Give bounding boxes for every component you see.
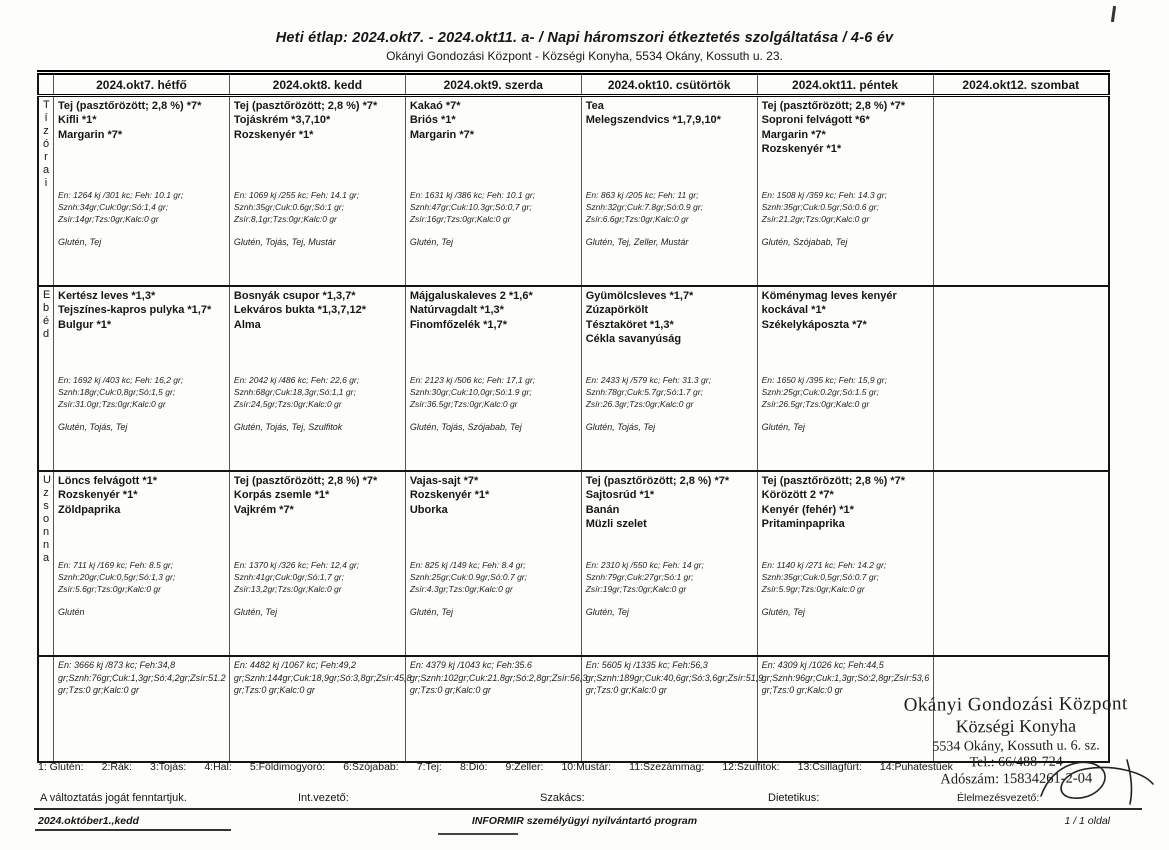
stamp-address: 5534 Okány, Kossuth u. 6. sz. [932, 738, 1100, 755]
meal-label-letter: r [44, 150, 48, 163]
nutrition-line: En: 1692 kj /403 kc; Feh: 16,2 gr; [58, 375, 184, 386]
cell-footer [586, 375, 753, 468]
menu-item: Natúrvagdalt *1,3* [409, 304, 504, 317]
allergen-list: Glutén, Tej [233, 607, 278, 617]
allergen-list: Glutén, Tej [761, 607, 805, 617]
menu-cell [933, 286, 1109, 471]
menu-cell [229, 96, 405, 287]
scan-line-artifact [438, 833, 518, 835]
cell-footer [58, 190, 225, 283]
nutrition-line: Sznh:20gr;Cuk:0,5gr;Só:1,3 gr; [58, 572, 176, 583]
menu-cell-content [234, 474, 401, 653]
menu-items [234, 289, 401, 332]
menu-cell [405, 286, 581, 471]
menu-item: Pritaminpaprika [761, 517, 845, 530]
menu-item: Rozskenyér *1* [58, 489, 138, 502]
menu-cell-content [410, 474, 577, 653]
menu-item: Sajtosrúd *1* [585, 489, 655, 502]
menu-item: Margarin *7* [409, 128, 475, 141]
menu-item: Zúzapörkölt [585, 304, 649, 317]
stamp-phone: Tel.: 66/488-724 [969, 754, 1063, 771]
menu-item: Tej (pasztőrözött; 2,8 %) *7* [585, 475, 730, 487]
menu-items [410, 474, 577, 517]
meal-label-letter: T [43, 99, 50, 111]
meal-row-label [38, 471, 54, 656]
menu-item: Lekváros bukta *1,3,7,12* [233, 304, 366, 317]
nutrition-line: Sznh:32gr;Cuk:7.8gr;Só:0.9 gr; [585, 202, 703, 213]
nutrition-info [410, 190, 577, 226]
menu-items [58, 99, 225, 142]
daily-total-cell: En: 3666 kj /873 kc; Feh:34,8 gr;Sznh:76gr;Cuk:1,3gr;Só:4,2gr;Zsír:51.2 gr;Tzs:0 gr;Kalc:0 gr [54, 656, 230, 762]
nutrition-info [762, 190, 929, 226]
nutrition-line: Zsír:36.5gr;Tzs:0gr;Kalc:0 gr [409, 399, 518, 410]
menu-item: Tej (pasztőrözött; 2,8 %) *7* [761, 475, 906, 487]
menu-items [58, 474, 225, 517]
menu-item: Kenyér (fehér) *1* [761, 503, 854, 516]
nutrition-info [762, 375, 929, 411]
menu-table-body [38, 96, 1109, 763]
menu-item: Rozskenyér *1* [409, 489, 490, 502]
allergen-legend-item: 14:Puhatestűek [879, 761, 953, 773]
menu-item: Margarin *7* [58, 128, 123, 141]
menu-cell [757, 286, 933, 471]
allergen-legend-item: 4:Hal: [204, 761, 232, 773]
allergen-legend-item: 9:Zeller: [505, 761, 544, 773]
nutrition-line: En: 1631 kj /386 kc; Feh: 10.1 gr; [409, 190, 536, 201]
nutrition-line: Sznh:41gr;Cuk:0gr;Só:1,7 gr; [233, 572, 344, 583]
allergen-legend-item: 13:Csillagfürt: [797, 761, 862, 773]
rights-note: A változtatás jogát fenntartjuk. [40, 792, 187, 804]
cell-footer [234, 375, 401, 468]
menu-item: Kakaó *7* [409, 100, 461, 112]
nutrition-line: Sznh:35gr;Cuk:0.5gr;Só:0.6 gr; [761, 202, 879, 213]
menu-cell-content [586, 99, 753, 283]
nutrition-line: Zsír:24,5gr;Tzs:0gr;Kalc:0 gr [233, 399, 342, 410]
meal-row [38, 286, 1109, 471]
label-int-vezeto: Int.vezető: [298, 792, 349, 804]
nutrition-line: Zsír:6.6gr;Tzs:0gr;Kalc:0 gr [585, 214, 689, 225]
program-credit: INFORMIR személyügyi nyilvántartó program [471, 815, 698, 827]
cell-footer [938, 247, 1104, 283]
menu-items [58, 289, 225, 332]
allergen-list: Glutén, Tojás, Tej, Szulfitok [233, 422, 343, 432]
menu-cell [405, 96, 581, 287]
cell-footer [586, 190, 753, 283]
allergen-legend-item: 5:Földimogyoró: [249, 761, 326, 773]
cell-footer [234, 190, 401, 283]
menu-cell-content [234, 289, 401, 468]
cell-footer [938, 617, 1104, 653]
corner-cell [38, 73, 54, 96]
menu-cell-content [762, 99, 929, 283]
nutrition-line: Sznh:35gr;Cuk:0,5gr;Só:0.7 gr; [761, 572, 879, 583]
nutrition-info [410, 560, 577, 596]
nutrition-line: Sznh:30gr;Cuk:10,0gr;Só:1.9 gr; [409, 387, 532, 398]
nutrition-line: Zsír:19gr;Tzs:0gr;Kalc:0 gr [585, 584, 687, 595]
nutrition-info [58, 560, 225, 596]
meal-label-letter: a [43, 163, 50, 176]
menu-item: Tésztaköret *1,3* [585, 318, 674, 331]
nutrition-line: En: 863 kj /205 kc; Feh: 11 gr; [585, 190, 699, 201]
cell-footer [762, 560, 929, 653]
cell-footer [58, 375, 225, 468]
meal-row-label [38, 286, 54, 471]
nutrition-line: Sznh:35gr;Cuk:0.6gr;Só:1 gr; [233, 202, 344, 213]
meal-label-letter: n [43, 525, 50, 538]
day-header: 2024.okt10. csütörtök [581, 73, 757, 96]
totals-row-label [38, 656, 54, 762]
menu-item: Tej (pasztőrözött; 2,8 %) *7* [761, 100, 906, 112]
menu-cell-content [410, 289, 577, 468]
menu-cell-content [586, 474, 753, 653]
meal-label-letter: b [43, 301, 50, 314]
menu-item: Uborka [409, 503, 448, 516]
cell-footer [58, 560, 225, 653]
allergen-legend-item: 8:Dió: [459, 761, 488, 773]
cell-footer [762, 190, 929, 283]
allergen-list: Glutén, Tojás, Tej, Mustár [233, 237, 336, 247]
nutrition-line: En: 1069 kj /255 kc; Feh: 14.1 gr; [233, 190, 360, 201]
menu-cell [581, 286, 757, 471]
allergen-legend-item: 2:Rák: [101, 761, 132, 773]
menu-item: Bosnyák csupor *1,3,7* [233, 290, 356, 302]
meal-label-letter: d [43, 327, 50, 340]
meal-row-label [38, 96, 54, 287]
allergen-legend-item: 6:Szójabab: [343, 761, 399, 773]
allergen-legend-item: 1: Glutén: [38, 761, 84, 773]
menu-cell-content [938, 99, 1104, 283]
page-subtitle: Okányi Gondozási Központ - Községi Konyha, 5534 Okány, Kossuth u. 23. [386, 49, 783, 63]
meal-label-letter: a [43, 551, 50, 564]
allergen-list: Glutén, Tej, Zeller, Mustár [585, 237, 689, 247]
nutrition-info [234, 190, 401, 226]
allergen-list: Glutén [58, 607, 85, 617]
nutrition-line: Zsír:5.6gr;Tzs:0gr;Kalc:0 gr [58, 584, 161, 595]
nutrition-line: Sznh:25gr;Cuk:0.2gr;Só:1.5 gr; [761, 387, 879, 398]
menu-item: Rozskenyér *1* [761, 142, 842, 155]
allergen-list: Glutén, Tojás, Tej [585, 422, 656, 432]
allergen-legend-item: 11:Szezámmag: [629, 761, 705, 773]
allergen-list: Glutén, Tej [585, 607, 629, 617]
cell-footer [762, 375, 929, 468]
meal-label-letter: i [44, 176, 48, 189]
daily-total-cell: En: 5605 kj /1335 kc; Feh:56,3 gr;Sznh:189gr;Cuk:40,6gr;Só:3,6gr;Zsír:51,9 gr;Tzs:0 gr;Kalc:0 gr [581, 656, 757, 762]
menu-item: Briós *1* [409, 114, 456, 127]
menu-cell-content [410, 99, 577, 283]
nutrition-line: Zsír:26.3gr;Tzs:0gr;Kalc:0 gr [585, 399, 694, 410]
nutrition-line: En: 1264 kj /301 kc; Feh: 10.1 gr; [58, 190, 184, 201]
nutrition-line: Sznh:78gr;Cuk:5.7gr;Só:1.7 gr; [585, 387, 703, 398]
menu-item: Soproni felvágott *6* [761, 114, 870, 127]
signature-scribble [1035, 752, 1160, 812]
nutrition-line: Zsír:14gr;Tzs:0gr;Kalc:0 gr [58, 214, 159, 225]
cell-footer [234, 560, 401, 653]
nutrition-info [586, 375, 753, 411]
meal-label-letter: í [44, 111, 48, 124]
day-header: 2024.okt12. szombat [933, 73, 1109, 96]
nutrition-line: Zsír:8,1gr;Tzs:0gr;Kalc:0 gr [233, 214, 337, 225]
menu-cell [229, 471, 405, 656]
menu-item: Alma [233, 318, 261, 331]
menu-cell-content [586, 289, 753, 468]
menu-items [762, 99, 929, 156]
page-title: Heti étlap: 2024.okt7. - 2024.okt11. a- / Napi háromszori étkeztetés szolgáltatása / 4-6 év [275, 30, 894, 46]
menu-item: Zöldpaprika [58, 503, 121, 516]
label-elelmezesvezeto: Élelmezésvezető: [957, 792, 1040, 804]
nutrition-line: Sznh:47gr;Cuk:10.3gr;Só:0,7 gr; [409, 202, 532, 213]
allergen-list: Glutén, Tojás, Tej [58, 422, 128, 432]
allergen-list: Glutén, Szójabab, Tej [761, 237, 848, 247]
nutrition-line: Sznh:34gr;Cuk:0gr;Só:1,4 gr; [58, 202, 169, 213]
nutrition-line: Zsír:21.2gr;Tzs:0gr;Kalc:0 gr [761, 214, 870, 225]
allergen-legend-item: 7:Tej: [416, 761, 442, 773]
stamp-tax-number: Adószám: 15834261-2-04 [940, 770, 1093, 788]
menu-cell [405, 471, 581, 656]
meal-label-letter: U [43, 474, 51, 486]
menu-items [234, 99, 401, 142]
print-date: 2024.október1.,kedd [38, 815, 139, 827]
nutrition-line: Zsír:5.9gr;Tzs:0gr;Kalc:0 gr [761, 584, 865, 595]
menu-item: Rozskenyér *1* [233, 128, 314, 141]
menu-item: Finomfőzelék *1,7* [409, 318, 508, 331]
nutrition-line: En: 1508 kj /359 kc; Feh: 14.3 gr; [761, 190, 887, 201]
menu-table [37, 70, 1110, 763]
menu-item: Tea [585, 100, 604, 112]
allergen-list: Glutén, Tej [409, 607, 454, 617]
meal-label-letter: E [43, 289, 51, 301]
meal-label-letter: n [43, 538, 50, 551]
nutrition-line: En: 2123 kj /506 kc; Feh: 17,1 gr; [409, 375, 536, 386]
nutrition-info [58, 190, 225, 226]
nutrition-info [410, 375, 577, 411]
stamp-org-name: Okányi Gondozási Központ [903, 693, 1128, 716]
menu-item: Májgaluskaleves 2 *1,6* [409, 290, 533, 302]
meal-label-letter: z [43, 124, 49, 137]
nutrition-line: Sznh:68gr;Cuk:18,3gr;Só:1,1 gr; [233, 387, 356, 398]
menu-items [410, 289, 577, 332]
nutrition-info [586, 560, 753, 596]
nutrition-info [234, 560, 401, 596]
nutrition-line: Sznh:79gr;Cuk:27gr;Só:1 gr; [585, 572, 694, 583]
nutrition-info [762, 560, 929, 596]
menu-cell [54, 471, 230, 656]
meal-row [38, 471, 1109, 656]
nutrition-line: Sznh:25gr;Cuk:0.9gr;Só:0.7 gr; [409, 572, 527, 583]
menu-cell-content [234, 99, 401, 283]
menu-items [586, 289, 753, 346]
nutrition-line: En: 2042 kj /486 kc; Feh: 22,6 gr; [233, 375, 360, 386]
allergen-legend-item: 12:Szulfitok: [722, 761, 780, 773]
meal-label-letter: z [43, 486, 49, 499]
menu-item: Korpás zsemle *1* [233, 489, 330, 502]
menu-cell-content [762, 474, 929, 653]
label-szakacs: Szakács: [540, 792, 585, 804]
page-number: 1 / 1 oldal [1064, 815, 1110, 827]
menu-item: Tejszínes-kapros pulyka *1,7* [58, 304, 212, 317]
menu-items [762, 289, 929, 332]
menu-item: Tej (pasztőrözött; 2,8 %) *7* [233, 475, 378, 487]
menu-items [234, 474, 401, 517]
menu-item: Margarin *7* [761, 128, 826, 141]
cell-footer [586, 560, 753, 653]
menu-item: Müzli szelet [585, 517, 647, 530]
menu-item: Gyümölcsleves *1,7* [585, 290, 694, 302]
menu-item: Köménymag leves kenyér kockával *1* [761, 290, 897, 317]
allergen-legend [38, 761, 953, 773]
menu-cell [54, 286, 230, 471]
daily-total-cell: En: 4482 kj /1067 kc; Feh:49,2 gr;Sznh:144gr;Cuk:18,9gr;Só:3,8gr;Zsír:45,8 gr;Tzs:0 gr;Kalc:0 gr [229, 656, 405, 762]
menu-cell [581, 96, 757, 287]
menu-item: Löncs felvágott *1* [58, 475, 158, 487]
menu-cell [933, 96, 1109, 287]
nutrition-line: Sznh:18gr;Cuk:0,8gr;Só:1,5 gr; [58, 387, 176, 398]
menu-item: Székelykáposzta *7* [761, 318, 867, 331]
daily-total-cell: En: 4309 kj /1026 kc; Feh:44,5 gr;Sznh:96gr;Cuk:1,3gr;Só:2,8gr;Zsír:53,6 gr;Tzs:0 gr;Kalc:0 gr [757, 656, 933, 762]
menu-cell-content [938, 289, 1104, 468]
menu-item: Vajas-sajt *7* [409, 475, 479, 487]
menu-item: Cékla savanyúság [585, 332, 682, 345]
nutrition-line: Zsír:4.3gr;Tzs:0gr;Kalc:0 gr [409, 584, 513, 595]
allergen-list: Glutén, Tej [761, 422, 805, 432]
meal-label-letter: s [43, 499, 49, 512]
allergen-legend-item: 10:Mustár: [561, 761, 612, 773]
menu-cell [581, 471, 757, 656]
meal-row [38, 96, 1109, 287]
nutrition-line: Zsír:26.5gr;Tzs:0gr;Kalc:0 gr [761, 399, 870, 410]
allergen-list: Glutén, Tej [409, 237, 454, 247]
nutrition-info [586, 190, 753, 226]
stamp-kitchen-name: Községi Konyha [955, 715, 1077, 737]
nutrition-line: En: 1650 kj /395 kc; Feh: 15,9 gr; [761, 375, 887, 386]
nutrition-line: En: 1370 kj /326 kc; Feh: 12,4 gr; [233, 560, 360, 571]
menu-items [586, 99, 753, 128]
menu-cell [229, 286, 405, 471]
day-header-row [38, 73, 1109, 96]
day-header: 2024.okt7. hétfő [54, 73, 230, 96]
nutrition-line: Zsír:31.0gr;Tzs:0gr;Kalc:0 gr [58, 399, 166, 410]
allergen-legend-item: 3:Tojás: [150, 761, 187, 773]
meal-label-letter: é [43, 314, 50, 327]
nutrition-line: En: 2310 kj /550 kc; Feh: 14 gr; [585, 560, 704, 571]
cell-footer [410, 375, 577, 468]
cell-footer [938, 432, 1104, 468]
menu-item: Kertész leves *1,3* [58, 290, 156, 302]
meal-label-letter: ó [43, 137, 50, 150]
menu-cell-content [938, 474, 1104, 653]
footer-divider [34, 808, 1142, 810]
menu-items [586, 474, 753, 531]
scan-artifact [1111, 6, 1116, 22]
menu-item: Tojáskrém *3,7,10* [233, 114, 331, 127]
allergen-list: Glutén, Tej [58, 237, 102, 247]
scan-line-artifact [35, 829, 231, 831]
nutrition-info [58, 375, 225, 411]
menu-cell [933, 471, 1109, 656]
menu-item: Bulgur *1* [58, 318, 112, 331]
cell-footer [410, 560, 577, 653]
menu-item: Kifli *1* [58, 114, 97, 127]
menu-item: Vajkrém *7* [233, 503, 294, 516]
menu-items [410, 99, 577, 142]
day-header: 2024.okt9. szerda [405, 73, 581, 96]
menu-cell-content [58, 289, 225, 468]
cell-footer [410, 190, 577, 283]
nutrition-line: En: 1140 kj /271 kc; Feh: 14.2 gr; [761, 560, 887, 571]
nutrition-line: En: 825 kj /149 kc; Feh: 8.4 gr; [409, 560, 526, 571]
nutrition-line: Zsír:13,2gr;Tzs:0gr;Kalc:0 gr [233, 584, 342, 595]
day-header: 2024.okt8. kedd [229, 73, 405, 96]
day-header: 2024.okt11. péntek [757, 73, 933, 96]
nutrition-line: En: 711 kj /169 kc; Feh: 8.5 gr; [58, 560, 174, 571]
nutrition-info [234, 375, 401, 411]
menu-cell-content [762, 289, 929, 468]
nutrition-line: En: 2433 kj /579 kc; Feh: 31.3 gr; [585, 375, 711, 386]
menu-item: Banán [585, 503, 620, 516]
label-dietetikus: Dietetikus: [768, 792, 820, 804]
menu-item: Körözött 2 *7* [761, 489, 834, 502]
menu-cell-content [58, 474, 225, 653]
menu-item: Melegszendvics *1,7,9,10* [585, 114, 721, 127]
menu-cell [757, 96, 933, 287]
daily-total-cell: En: 4379 kj /1043 kc; Feh:35.6 gr;Sznh:102gr;Cuk:21.8gr;Só:2,8gr;Zsír:56,3 gr;Tzs:0 gr;Kalc:0 gr [405, 656, 581, 762]
meal-label-letter: o [43, 512, 50, 525]
allergen-list: Glutén, Tojás, Szójabab, Tej [409, 422, 522, 432]
menu-cell [757, 471, 933, 656]
menu-items [762, 474, 929, 531]
nutrition-line: Zsír:16gr;Tzs:0gr;Kalc:0 gr [409, 214, 511, 225]
menu-cell [54, 96, 230, 287]
menu-item: Tej (pasztőrözött; 2,8 %) *7* [58, 100, 202, 112]
menu-cell-content [58, 99, 225, 283]
menu-item: Tej (pasztőrözött; 2,8 %) *7* [233, 100, 378, 112]
